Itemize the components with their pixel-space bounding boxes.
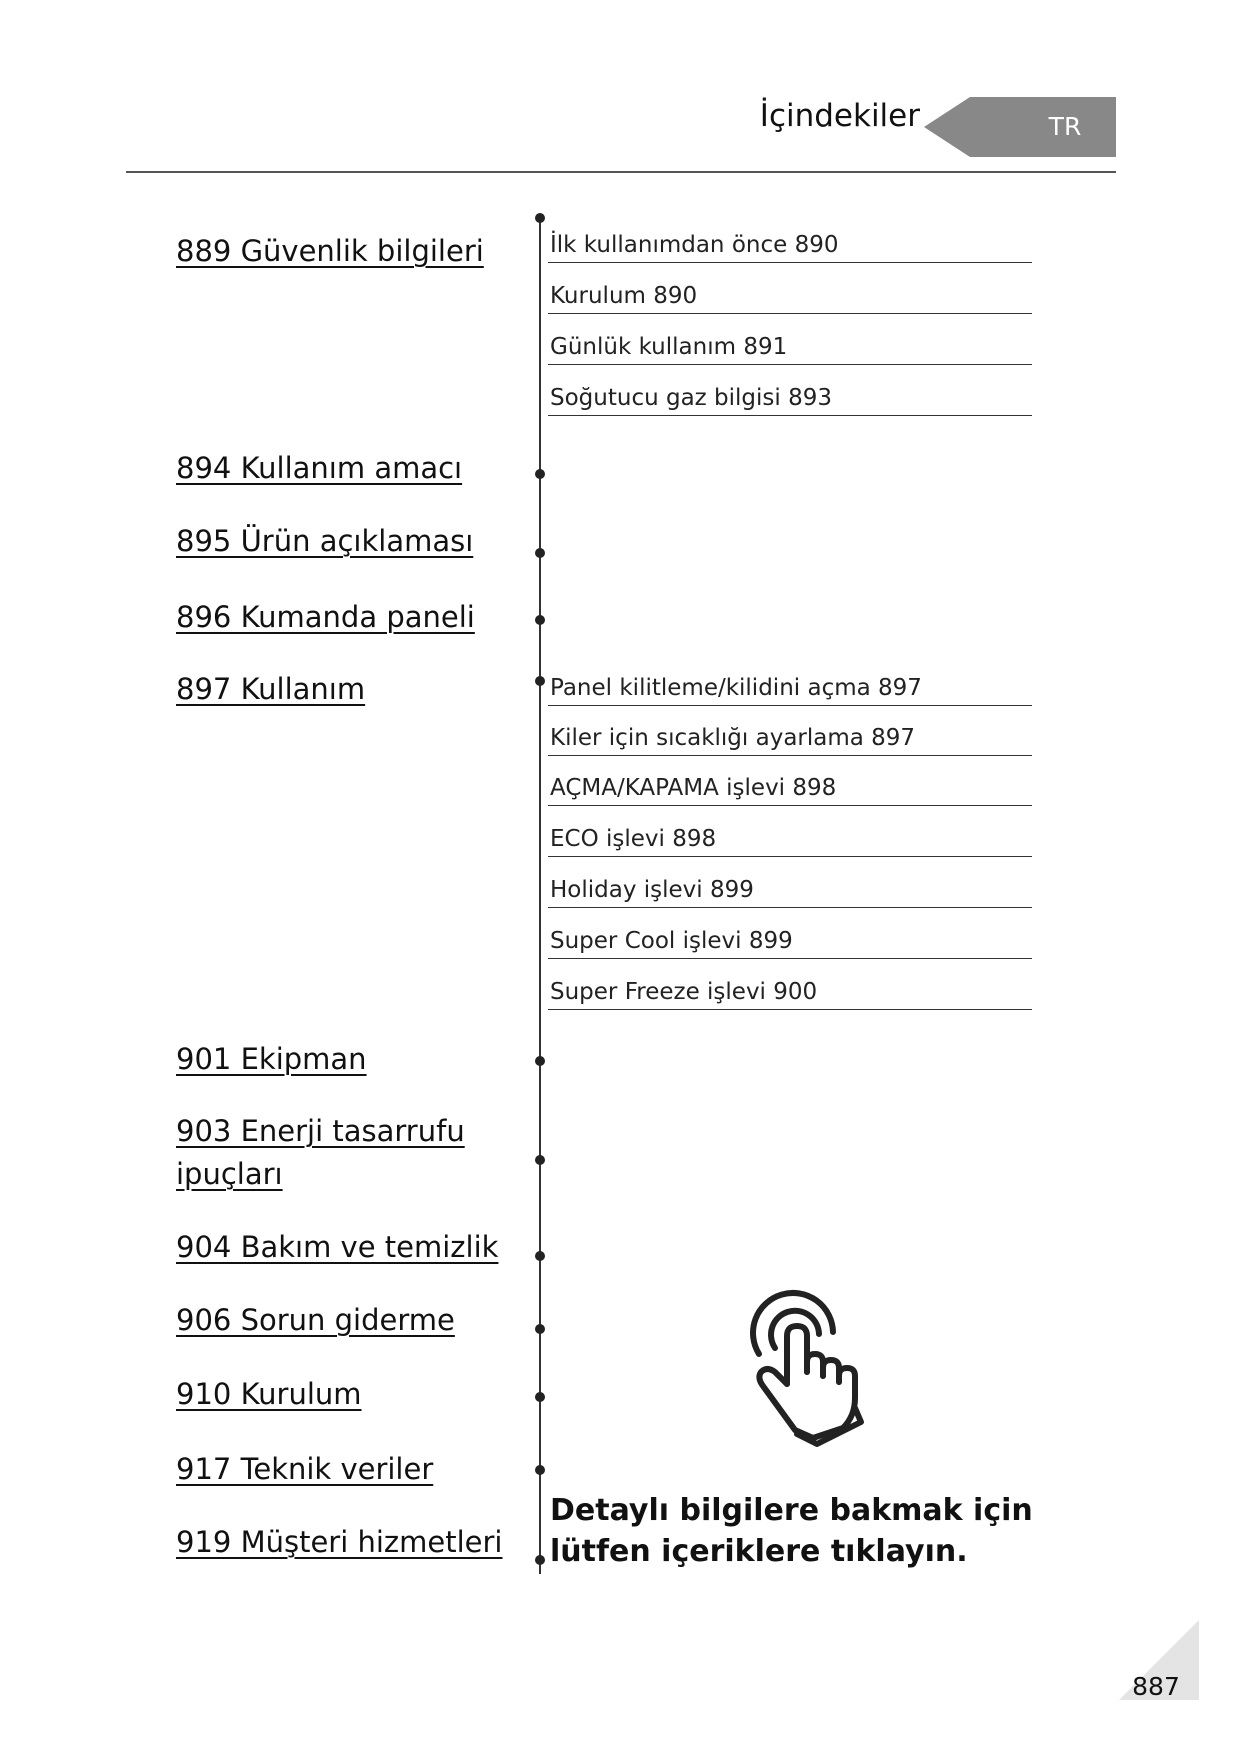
sub-link-eco-function[interactable]: ECO işlevi 898 <box>548 822 1032 857</box>
timeline-dot <box>535 1324 545 1334</box>
hint-text: Detaylı bilgilere bakmak için lütfen içeriklere tıklayın. <box>550 1493 1033 1569</box>
timeline-dot <box>535 1251 545 1261</box>
toc-link-energy-tips[interactable]: 903 Enerji tasarrufu ipuçları <box>176 1114 465 1191</box>
header-divider <box>126 171 1116 173</box>
timeline-dot <box>535 469 545 479</box>
sub-link-installation[interactable]: Kurulum 890 <box>548 279 1032 314</box>
toc-link-usage[interactable]: 897 Kullanım <box>176 672 366 706</box>
toc-link-equipment[interactable]: 901 Ekipman <box>176 1042 367 1076</box>
timeline-dot <box>535 1392 545 1402</box>
toc-link-intended-use[interactable]: 894 Kullanım amacı <box>176 451 463 485</box>
sub-link-super-cool-function[interactable]: Super Cool işlevi 899 <box>548 924 1032 959</box>
timeline-dot <box>535 1555 545 1565</box>
sub-link-daily-use[interactable]: Günlük kullanım 891 <box>548 330 1032 365</box>
sub-link-super-freeze-function[interactable]: Super Freeze işlevi 900 <box>548 975 1032 1010</box>
timeline-dot <box>535 1155 545 1165</box>
sub-link-before-first-use[interactable]: İlk kullanımdan önce 890 <box>548 228 1032 263</box>
language-tab <box>924 97 1116 157</box>
toc-link-troubleshooting[interactable]: 906 Sorun giderme <box>176 1303 455 1337</box>
timeline-dot <box>535 615 545 625</box>
sub-link-refrigerant-info[interactable]: Soğutucu gaz bilgisi 893 <box>548 381 1032 416</box>
sub-link-holiday-function[interactable]: Holiday işlevi 899 <box>548 873 1032 908</box>
language-code: TR <box>1048 112 1082 141</box>
sub-link-panel-lock[interactable]: Panel kilitleme/kilidini açma 897 <box>548 671 1032 706</box>
toc-link-customer-service[interactable]: 919 Müşteri hizmetleri <box>176 1525 503 1559</box>
toc-link-technical-data[interactable]: 917 Teknik veriler <box>176 1452 434 1486</box>
timeline-dot <box>535 213 545 223</box>
tap-hand-icon <box>735 1288 885 1448</box>
timeline-dot <box>535 548 545 558</box>
toc-link-installation[interactable]: 910 Kurulum <box>176 1377 362 1411</box>
timeline-line <box>539 218 541 1574</box>
page-title: İçindekiler <box>759 98 920 134</box>
timeline-dot <box>535 1465 545 1475</box>
toc-link-care-cleaning[interactable]: 904 Bakım ve temizlik <box>176 1230 499 1264</box>
sub-link-on-off-function[interactable]: AÇMA/KAPAMA işlevi 898 <box>548 771 1032 806</box>
timeline-dot <box>535 676 545 686</box>
timeline-dot <box>535 1056 545 1066</box>
toc-link-control-panel[interactable]: 896 Kumanda paneli <box>176 600 475 634</box>
toc-link-safety[interactable]: 889 Güvenlik bilgileri <box>176 234 484 268</box>
sub-link-pantry-temperature[interactable]: Kiler için sıcaklığı ayarlama 897 <box>548 721 1032 756</box>
page-number: 887 <box>1132 1672 1180 1701</box>
toc-link-product-description[interactable]: 895 Ürün açıklaması <box>176 524 474 558</box>
